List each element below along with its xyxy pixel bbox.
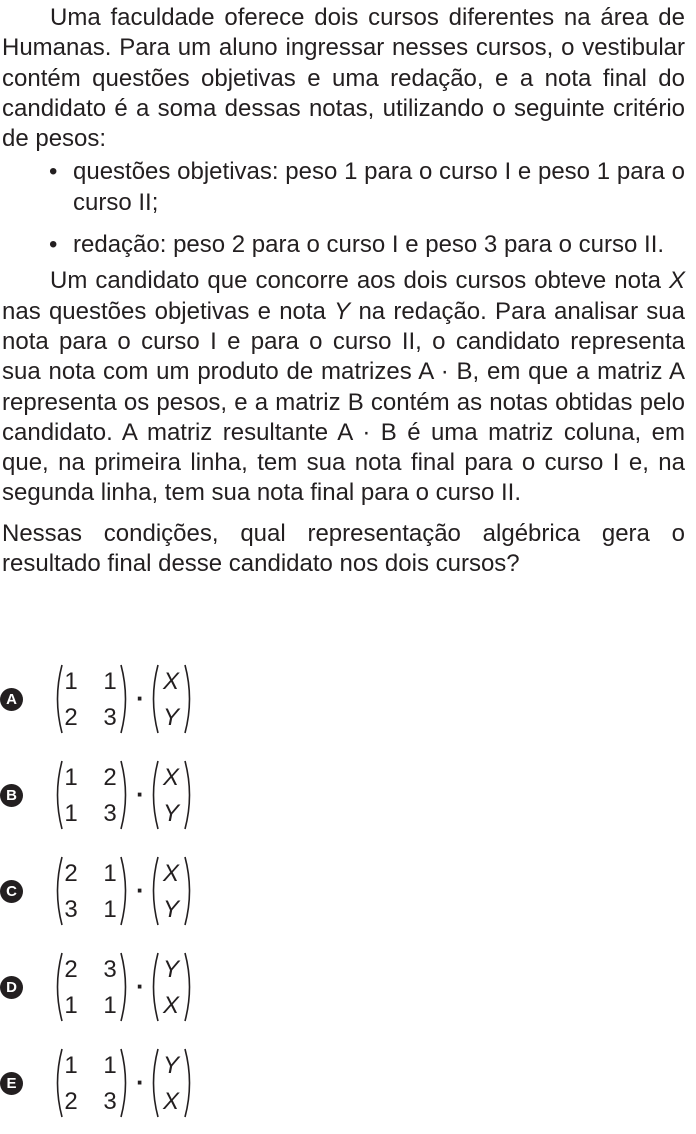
matrix-b-cell: Y xyxy=(162,704,179,731)
right-paren xyxy=(118,951,132,1023)
matrix-a-cell: 2 xyxy=(64,704,78,731)
right-paren xyxy=(118,759,132,831)
multiply-dot: · xyxy=(136,779,145,809)
matrix-a-cell: 1 xyxy=(103,896,117,923)
matrix-a-cell: 2 xyxy=(64,1088,78,1115)
bullet-text: redação: peso 2 para o curso I e peso 3 para o curso II. xyxy=(73,231,665,259)
matrix-a-cell: 1 xyxy=(64,800,78,827)
right-paren xyxy=(118,663,132,735)
matrix-b-cell: X xyxy=(162,1088,179,1115)
matrix-a-cell: 1 xyxy=(103,860,117,887)
matrix-a-cell: 3 xyxy=(103,956,117,983)
multiply-dot: · xyxy=(136,971,145,1001)
multiply-dot: · xyxy=(136,1067,145,1097)
context-text: na redação. Para analisar sua nota para o curso I e para o curso II, o candidato representa sua nota com um produto de matrizes A · B, em que a matriz A representa os pesos, e a matriz B contém as notas obtidas pelo candidato. A matriz resultante A · B é uma matriz coluna, em que, na primeira linha, tem sua nota final para o curso I e, na segunda linha, tem sua nota final para o curso II. xyxy=(2,297,686,507)
bullet-objective xyxy=(2,157,685,218)
variable-y: Y xyxy=(334,297,351,325)
matrix-b-cell: Y xyxy=(162,896,179,923)
matrix-b-cell: X xyxy=(162,992,179,1019)
option-a[interactable] xyxy=(0,663,300,743)
question-prompt: Nessas condições, qual representação algébrica gera o resultado final desse candidato nos dois cursos? xyxy=(2,519,685,578)
context-text: Um candidato que concorre aos dois cursos obteve nota xyxy=(50,267,661,295)
matrix-a-cell: 1 xyxy=(103,668,117,695)
matrix-b-cell: Y xyxy=(162,800,179,827)
matrix-a-cell: 1 xyxy=(103,1052,117,1079)
option-c[interactable] xyxy=(0,855,300,935)
right-paren xyxy=(182,759,196,831)
variable-x: X xyxy=(668,267,685,295)
right-paren xyxy=(118,1047,132,1119)
intro-paragraph: Uma faculdade oferece dois cursos diferentes na área de Humanas. Para um aluno ingressar nesses cursos, o vestibular contém questões objetivas e uma redação, e a nota final do candidato é a soma dessas notas, utilizando o seguinte critério de pesos: xyxy=(2,4,685,153)
context-paragraph xyxy=(2,266,685,508)
matrix-a-cell: 1 xyxy=(64,1052,78,1079)
matrix-a-cell: 2 xyxy=(103,764,117,791)
matrix-a-cell: 1 xyxy=(103,992,117,1019)
option-letter-badge[interactable]: C xyxy=(0,880,23,903)
matrix-b-cell: X xyxy=(162,668,179,695)
matrix-b-cell: Y xyxy=(162,1052,179,1079)
right-paren xyxy=(182,951,196,1023)
matrix-a-cell: 2 xyxy=(64,956,78,983)
matrix-b-cell: X xyxy=(162,764,179,791)
multiply-dot: · xyxy=(136,683,145,713)
bullet-essay xyxy=(2,230,685,260)
matrix-a-cell: 1 xyxy=(64,764,78,791)
matrix-a-cell: 3 xyxy=(103,1088,117,1115)
context-text: nas questões objetivas e nota xyxy=(2,297,326,325)
option-b[interactable] xyxy=(0,759,300,839)
matrix-a-cell: 2 xyxy=(64,860,78,887)
option-letter-badge[interactable]: B xyxy=(0,784,23,807)
matrix-a-cell: 3 xyxy=(103,704,117,731)
right-paren xyxy=(118,855,132,927)
matrix-a-cell: 1 xyxy=(64,992,78,1019)
right-paren xyxy=(182,1047,196,1119)
option-d[interactable] xyxy=(0,951,300,1031)
question-text xyxy=(2,3,685,579)
multiply-dot: · xyxy=(136,875,145,905)
bullet-dot: • xyxy=(49,231,58,259)
bullet-text: questões objetivas: peso 1 para o curso I e peso 1 para o curso II; xyxy=(73,158,685,216)
right-paren xyxy=(182,663,196,735)
option-letter-badge[interactable]: E xyxy=(0,1072,23,1095)
option-letter-badge[interactable]: A xyxy=(0,688,23,711)
matrix-a-cell: 3 xyxy=(103,800,117,827)
bullet-dot: • xyxy=(49,158,58,186)
option-letter-badge[interactable]: D xyxy=(0,976,23,999)
matrix-b-cell: Y xyxy=(162,956,179,983)
matrix-b-cell: X xyxy=(162,860,179,887)
option-e[interactable] xyxy=(0,1047,300,1127)
matrix-a-cell: 1 xyxy=(64,668,78,695)
weights-list xyxy=(2,157,685,260)
right-paren xyxy=(182,855,196,927)
matrix-a-cell: 3 xyxy=(64,896,78,923)
